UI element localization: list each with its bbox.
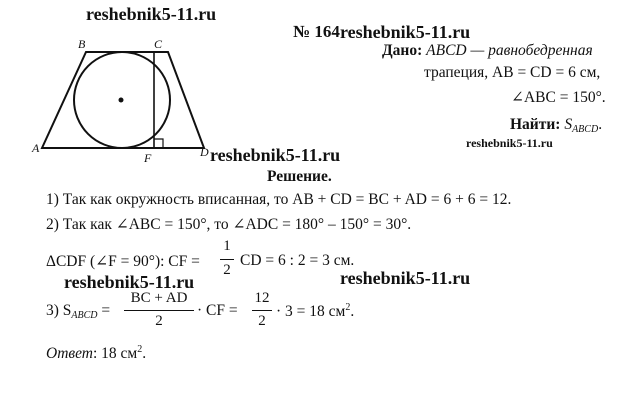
step-4-frac1-num: BC + AD: [130, 290, 188, 306]
step-4-sup: 2: [345, 302, 351, 313]
find-subscript: ABCD: [572, 124, 599, 135]
given-text-1: ABCD — равнобедренная: [426, 42, 593, 59]
step-4-frac2-den: 2: [258, 313, 266, 329]
problem-number: № 164: [293, 22, 340, 41]
answer-dot: .: [142, 345, 147, 362]
step-4-mid: · CF =: [197, 302, 238, 319]
given-label: Дано:: [382, 42, 423, 59]
watermark-top: reshebnik5-11.ru: [86, 4, 217, 24]
given-line2: трапеция, AB = CD = 6 см,: [424, 64, 601, 81]
step-4-eq: =: [101, 302, 111, 319]
label-f: F: [144, 151, 152, 165]
step-3-frac-den: 2: [223, 262, 231, 278]
step-3-frac-line: [220, 259, 234, 260]
watermark-header: reshebnik5-11.ru: [340, 22, 471, 42]
circle-center-dot: [119, 98, 124, 103]
step-4-dot: .: [350, 303, 355, 320]
answer-value: : 18 см: [92, 345, 138, 362]
step-4-sub: ABCD: [71, 310, 98, 321]
step-4-frac1-line: [124, 310, 194, 311]
given-line3: ∠ABC = 150°.: [511, 89, 606, 106]
step-3-frac-num: 1: [223, 238, 231, 254]
step-4-prefix: [46, 302, 110, 321]
step-4-s: 3) S: [46, 302, 72, 319]
label-c: C: [154, 37, 163, 51]
solution-heading: Решение.: [267, 168, 332, 185]
step-3-left: ΔCDF (∠F = 90°): CF =: [46, 253, 200, 270]
label-b: B: [78, 37, 86, 51]
step-4-end: [276, 302, 354, 321]
trapezoid-figure: [28, 36, 218, 166]
right-angle-mark: [154, 139, 163, 148]
find-label: Найти:: [510, 116, 561, 133]
find-tail: .: [598, 116, 603, 133]
find-symbol: S: [564, 116, 573, 133]
step-4-end-text: · 3 = 18 см: [276, 303, 346, 320]
watermark-line4-left: reshebnik5-11.ru: [64, 272, 195, 292]
step-4-frac2-num: 12: [254, 290, 270, 306]
step-3-right: CD = 6 : 2 = 3 см.: [240, 252, 355, 269]
watermark-line4-right: reshebnik5-11.ru: [340, 268, 471, 288]
find-line: [510, 116, 602, 135]
step-2: 2) Так как ∠ABC = 150°, то ∠ADC = 180° – 150° = 30°.: [46, 216, 412, 233]
answer-label: Ответ: [46, 345, 93, 362]
watermark-middle: reshebnik5-11.ru: [210, 145, 341, 165]
label-d: D: [200, 145, 209, 159]
answer-sup: 2: [137, 344, 143, 355]
step-1: 1) Так как окружность вписанная, то AB + CD = BC + AD = 6 + 6 = 12.: [46, 191, 512, 208]
given-line1: [382, 42, 593, 60]
answer-line: [46, 344, 146, 363]
step-4-frac2-line: [252, 310, 272, 311]
step-4-frac1-den: 2: [155, 313, 163, 329]
watermark-small: reshebnik5-11.ru: [466, 136, 553, 150]
label-a: A: [32, 141, 40, 155]
